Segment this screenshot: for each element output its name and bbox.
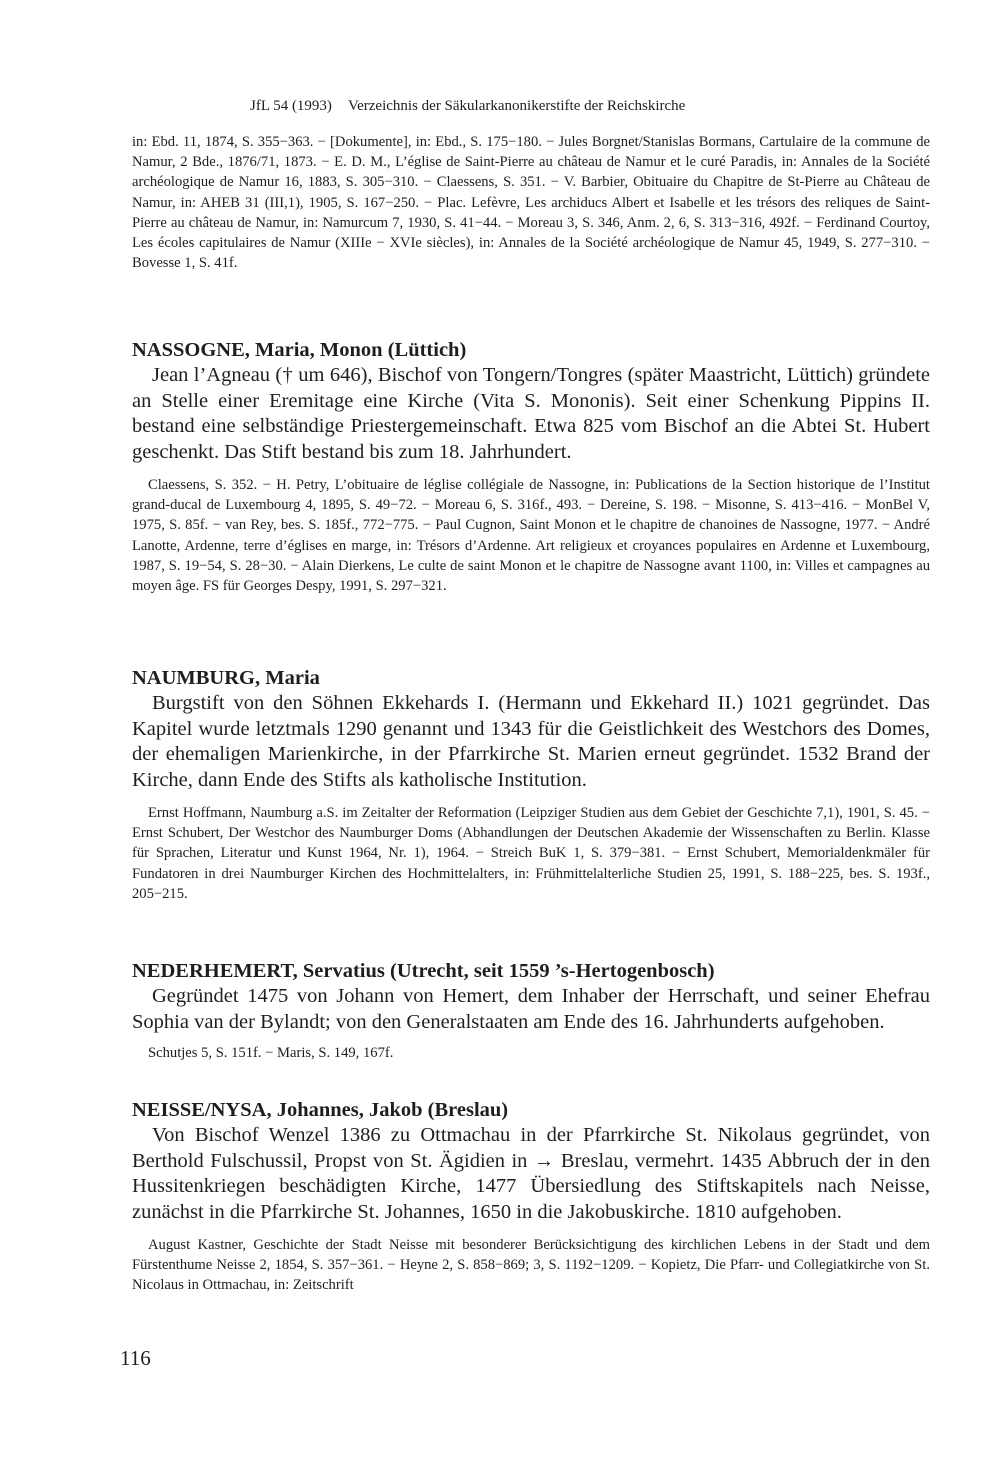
page-number: 116 (120, 1346, 151, 1370)
entry-refs: August Kastner, Geschichte der Stadt Neisse mit besonderer Berücksichtigung des kirchlichen Lebens in der Stadt und dem Fürstenthume Neisse 2, 1854, S. 357−361. − Heyne 2, S. 858−869; 3, S. 1192−1209. − Kopietz, Die Pfarr- und Collegiatkirche von St. Nicolaus in Ottmachau, in: Zeitschrift (132, 1237, 930, 1294)
intro-refs-text: in: Ebd. 11, 1874, S. 355−363. − [Dokumente], in: Ebd., S. 175−180. − Jules Borgnet/Stanislas Bormans, Cartulaire de la commune de Namur, 2 Bde., 1876/71, 1873. − E. D. M., L’église de Saint-Pierre au château de Namur et le curé Paradis, in: Annales de la Société archéologique de Namur 16, 1883, S. 305−310. − Claessens, S. 351. − V. Barbier, Obituaire du Chapitre de St-Pierre au Château de Namur, in: AHEB 31 (III,1), 1905, S. 167−250. − Plac. Lefèvre, Les archiducs Albert et Isabelle et les trésors des reliques de Saint-Pierre au château de Namur, in: Namurcum 7, 1930, S. 41−44. − Moreau 3, S. 346, Anm. 2, 6, S. 313−316, 492f. − Ferdinand Courtoy, Les écoles capitulaires de Namur (XIIIe − XVIe siècles), in: Annales de la Société archéologique de Namur 45, 1949, S. 277−310. − Bovesse 1, S. 41f. (132, 134, 930, 272)
entry-nassogne (132, 338, 930, 596)
entry-neisse (132, 1098, 930, 1296)
entry-body: Burgstift von den Söhnen Ekkehards I. (Hermann und Ekkehard II.) 1021 gegründet. Das Kapitel wurde letztmals 1290 genannt und 1343 für die Geistlichkeit des Westchors des Domes, der ehemaligen Marienkirche, in der Pfarrkirche St. Marien erneut gegründet. 1532 Brand der Kirche, dann Ende des Stifts als katholische Institution. (132, 692, 930, 791)
entry-refs: Ernst Hoffmann, Naumburg a.S. im Zeitalter der Reformation (Leipziger Studien aus dem Gebiet der Geschichte 7,1), 1901, S. 45. − Ernst Schubert, Der Westchor des Naumburger Doms (Abhandlungen der Deutschen Akademie der Wissenschaften zu Berlin. Klasse für Sprachen, Literatur und Kunst 1964, Nr. 1), 1964. − Streich BuK 1, S. 379−381. − Ernst Schubert, Memorialdenkmäler für Fundatoren in drei Naumburger Kirchen des Hochmittelalters, in: Frühmittelalterliche Studien 25, 1991, S. 188−225, bes. S. 193f., 205−215. (132, 805, 930, 902)
intro-references (132, 132, 930, 273)
entry-body: Von Bischof Wenzel 1386 zu Ottmachau in der Pfarrkirche St. Nikolaus gegründet, von Berthold Fulschussil, Propst von St. Ägidien in → Breslau, vermehrt. 1435 Abbruch der in den Hussitenkriegen beschädigten Kirche, 1477 Übersiedlung des Stiftskapitels nach Neisse, zunächst in die Pfarrkirche St. Johannes, 1650 in die Jakobuskirche. 1810 aufgehoben. (132, 1124, 930, 1223)
entry-heading: NEDERHEMERT, Servatius (Utrecht, seit 1559 ’s-Hertogenbosch) (132, 960, 715, 982)
entry-naumburg (132, 666, 930, 904)
entry-heading: NASSOGNE, Maria, Monon (Lüttich) (132, 339, 467, 361)
entry-refs: Claessens, S. 352. − H. Petry, L’obituaire de léglise collégiale de Nassogne, in: Publications de la Section historique de l’Institut grand-ducal de Luxembourg 4, 1895, S. 49−72. − Moreau 6, S. 316f., 493. − Dereine, S. 198. − Misonne, S. 413−416. − MonBel V, 1975, S. 85f. − van Rey, bes. S. 185f., 772−775. − Paul Cugnon, Saint Monon et le chapitre de chanoines de Nassogne, 1977. − André Lanotte, Ardenne, terre d’églises en marge, in: Trésors d’Ardenne. Art religieux et croyances populaires en Ardenne et Luxembourg, 1987, S. 19−54, S. 28−30. − Alain Dierkens, Le culte de saint Monon et le chapitre de Nassogne avant 1100, in: Villes et campagnes au moyen âge. FS für Georges Despy, 1991, S. 297−321. (132, 477, 930, 595)
entry-body: Gegründet 1475 von Johann von Hemert, dem Inhaber der Herrschaft, und seiner Ehefrau Sophia van der Bylandt; von den Generalstaaten am Ende des 16. Jahrhunderts aufgehoben. (132, 985, 930, 1033)
running-title: Verzeichnis der Säkularkanonikerstifte der Reichskirche (347, 98, 686, 114)
journal-ref: JfL 54 (1993) (250, 98, 332, 114)
entry-heading: NEISSE/NYSA, Johannes, Jakob (Breslau) (132, 1099, 509, 1121)
running-head (250, 98, 685, 115)
entry-body: Jean l’Agneau († um 646), Bischof von Tongern/Tongres (später Maastricht, Lüttich) gründete an Stelle einer Eremitage eine Kirche (Vita S. Mononis). Seit einer Schenkung Pippins II. bestand eine selbständige Priestergemeinschaft. Etwa 825 vom Bischof an die Abtei St. Hubert geschenkt. Das Stift bestand bis zum 18. Jahrhundert. (132, 364, 930, 463)
entry-nederhemert (132, 959, 930, 1063)
entry-refs: Schutjes 5, S. 151f. − Maris, S. 149, 167f. (148, 1045, 394, 1061)
entry-heading: NAUMBURG, Maria (132, 667, 320, 689)
